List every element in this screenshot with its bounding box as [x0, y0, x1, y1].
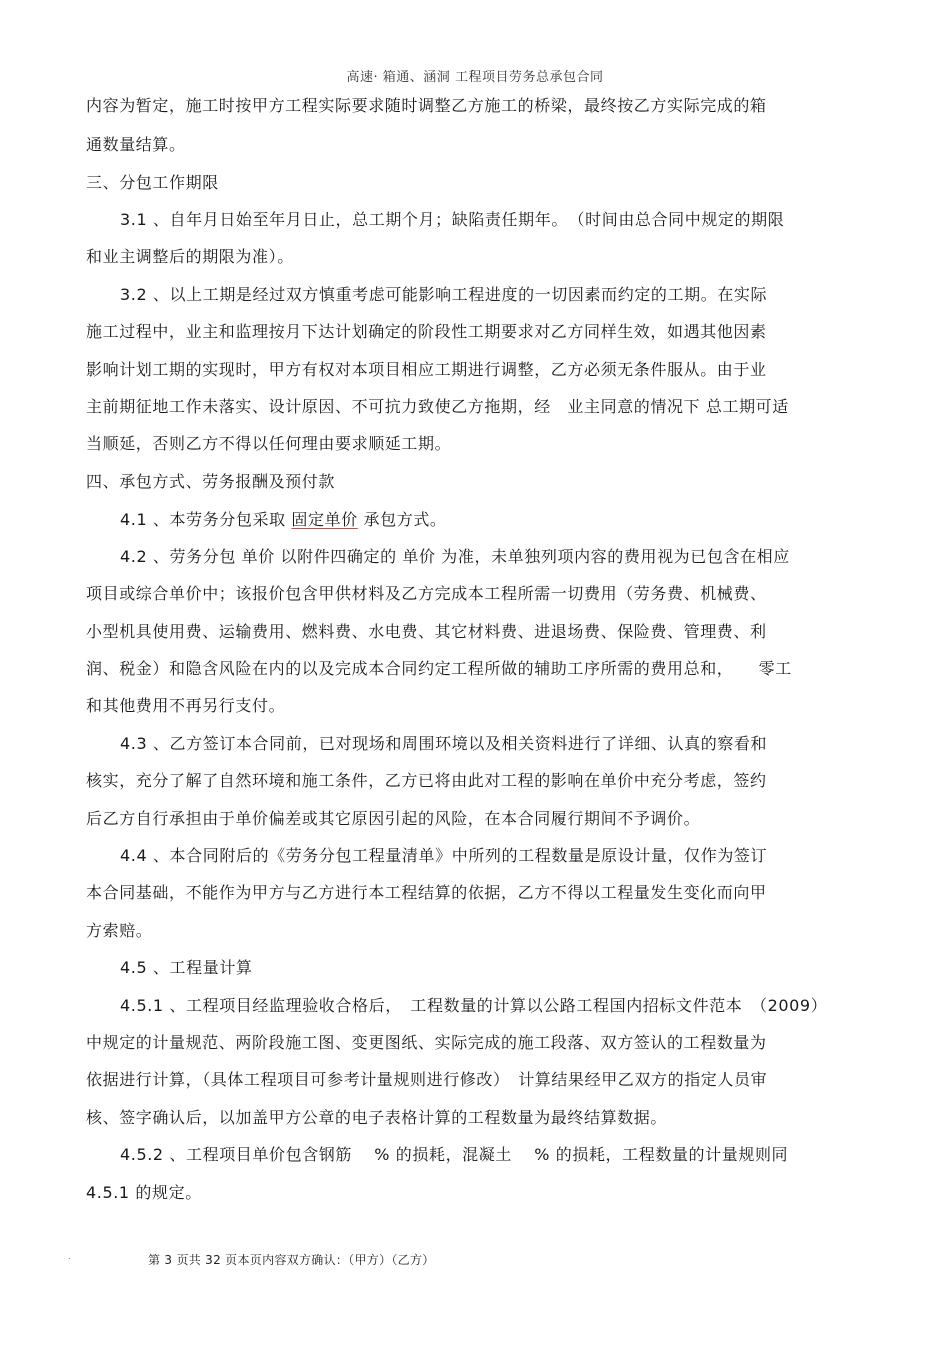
text-line: 依据进行计算，（具体工程项目可参考计量规则进行修改） 计算结果经甲乙双方的指定人员审: [86, 1070, 768, 1089]
section-heading: 4.5 、工程量计算: [120, 958, 253, 977]
text-line: 4.4 、本合同附后的《劳务分包工程量清单》中所列的工程数量是原设计量，仅作为签订: [120, 846, 768, 865]
text-line: 通数量结算。: [86, 135, 186, 154]
text-line: 内容为暂定，施工时按甲方工程实际要求随时调整乙方施工的桥梁，最终按乙方实际完成的箱: [86, 96, 767, 115]
text-line-4-1: [120, 509, 447, 531]
text-line: 4.5.1 的规定。: [86, 1183, 202, 1202]
text-line: 4.5.2 、工程项目单价包含钢筋 % 的损耗，混凝土 % 的损耗，工程数量的计量规则同: [120, 1145, 789, 1164]
text-line: 本合同基础，不能作为甲方与乙方进行本工程结算的依据，乙方不得以工程量发生变化而向甲: [86, 883, 767, 902]
running-header: 高速· 箱通、涵洞 工程项目劳务总承包合同: [346, 70, 604, 85]
text-line: 方索赔。: [86, 921, 153, 940]
text-line: 4.2 、劳务分包 单价 以附件四确定的 单价 为准，未单独列项内容的费用视为已包含在相应: [120, 547, 790, 566]
text-line: 当顺延，否则乙方不得以任何理由要求顺延工期。: [86, 434, 452, 453]
text-line: 核、签字确认后，以加盖甲方公章的电子表格计算的工程数量为最终结算数据。: [86, 1108, 668, 1127]
section-heading: 三、分包工作期限: [86, 173, 219, 192]
text-line: 主前期征地工作未落实、设计原因、不可抗力致使乙方拖期，经 业主同意的情况下 总工期可适: [86, 397, 789, 416]
text-line: 影响计划工期的实现时，甲方有权对本项目相应工期进行调整，乙方必须无条件服从。由于业: [86, 360, 767, 379]
underlined-term: 固定单价: [291, 510, 358, 529]
text-line: 中规定的计量规范、两阶段施工图、变更图纸、实际完成的施工段落、双方签认的工程数量为: [86, 1033, 767, 1052]
text-line: 润、税金）和隐含风险在内的以及完成本合同约定工程所做的辅助工序所需的费用总和， 零工: [86, 659, 792, 678]
text-line: 和其他费用不再另行支付。: [86, 696, 286, 715]
text-line: 4.5.1 、工程项目经监理验收合格后， 工程数量的计算以公路工程国内招标文件范本 （2009）: [120, 996, 828, 1015]
text-line: 3.2 、以上工期是经过双方慎重考虑可能影响工程进度的一切因素而约定的工期。在实际: [120, 285, 768, 304]
page-footer: 第 3 页共 32 页本页内容双方确认：（甲方）（乙方）: [148, 1253, 435, 1267]
text-line: 4.3 、乙方签订本合同前，已对现场和周围环境以及相关资料进行了详细、认真的察看和: [120, 734, 768, 753]
text-line: 后乙方自行承担由于单价偏差或其它原因引起的风险，在本合同履行期间不予调价。: [86, 809, 701, 828]
section-heading: 四、承包方式、劳务报酬及预付款: [86, 472, 336, 491]
text-segment: 承包方式。: [363, 510, 447, 529]
text-line: 施工过程中，业主和监理按月下达计划确定的阶段性工期要求对乙方同样生效，如遇其他因素: [86, 322, 767, 341]
margin-mark: .: [68, 1252, 71, 1261]
text-line: 和业主调整后的期限为准）。: [86, 247, 294, 266]
text-line: 3.1 、自年月日始至年月日止，总工期个月；缺陷责任期年。 （时间由总合同中规定的期限: [120, 210, 785, 229]
text-line: 小型机具使用费、运输费用、燃料费、水电费、其它材料费、进退场费、保险费、管理费、利: [86, 622, 767, 641]
text-line: 核实，充分了解了自然环境和施工条件，乙方已将由此对工程的影响在单价中充分考虑，签约: [86, 771, 767, 790]
text-segment: 4.1 、本劳务分包采取: [120, 510, 286, 529]
text-line: 项目或综合单价中；该报价包含甲供材料及乙方完成本工程所需一切费用（劳务费、机械费、: [86, 584, 767, 603]
